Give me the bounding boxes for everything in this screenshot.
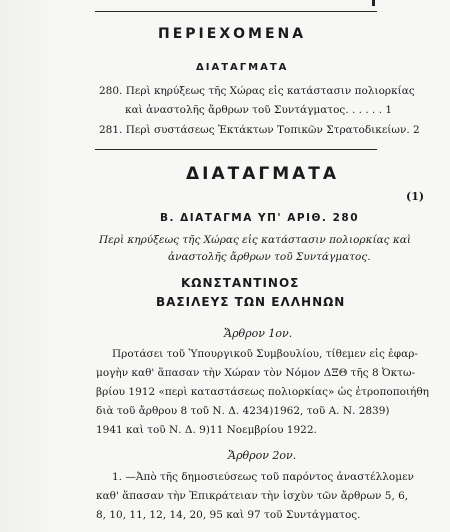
article-1-line: διὰ τοῦ ἄρθρου 8 τοῦ Ν. Δ. 4234)1962, τοῦ Α. Ν. 2839) [96, 405, 390, 417]
top-rule [95, 11, 377, 12]
decree-subject-line1: Περὶ κηρύξεως τῆς Χώρας εἰς κατάστασιν πολιορκίας καὶ [99, 234, 411, 246]
contents-title: ΠΕΡΙΕΧΟΜΕΝΑ [158, 26, 307, 42]
page-mark [372, 0, 375, 6]
page-margin-shade [0, 0, 62, 532]
footnote-marker: (1) [406, 190, 425, 203]
contents-entry-281: 281. Περὶ συστάσεως Ἐκτάκτων Τοπικῶν Στρατοδικείων. 2 [99, 124, 420, 136]
contents-subtitle: ΔΙΑΤΑΓΜΑΤΑ [196, 62, 289, 73]
article-2-line: 1. —Ἀπὸ τῆς δημοσιεύσεως τοῦ παρόντος ἀναστέλλομεν [112, 471, 414, 483]
article-1-line: βρίου 1912 «περὶ καταστάσεως πολιορκίας» ὡς ἐτροποποιήθη [96, 386, 429, 398]
article-2-label: Ἄρθρον 2ον. [228, 449, 297, 462]
article-1-label: Ἄρθρον 1ον. [224, 327, 293, 340]
main-heading: ΔΙΑΤΑΓΜΑΤΑ [186, 164, 340, 184]
decree-title: Β. ΔΙΑΤΑΓΜΑ ΥΠ' ΑΡΙΘ. 280 [160, 212, 359, 224]
middle-rule [95, 149, 377, 150]
article-1-line: μογὴν καθ' ἅπασαν τὴν Χώραν τὸν Νόμον ΔΞΘ τῆς 8 Ὀκτω- [96, 367, 416, 379]
article-1-line: Προτάσει τοῦ Ὑπουργικοῦ Συμβουλίου, τίθεμεν εἰς ἐφαρ- [112, 348, 418, 360]
contents-entry-280-line1: 280. Περὶ κηρύξεως τῆς Χώρας εἰς κατάστασιν πολιορκίας [99, 85, 415, 97]
article-2-line: καθ' ἅπασαν τὴν Ἐπικράτειαν τὴν ἰσχὺν τῶν ἄρθρων 5, 6, [96, 490, 409, 502]
article-1-line: 1941 καὶ τοῦ Ν. Δ. 9)11 Νοεμβρίου 1922. [96, 424, 317, 436]
article-2-line: 8, 10, 11, 12, 14, 20, 95 καὶ 97 τοῦ Συντάγματος. [96, 509, 361, 521]
contents-entry-280-line2: καὶ ἀναστολῆς ἄρθρων τοῦ Συντάγματος. . . . . . 1 [125, 104, 393, 116]
king-name: ΚΩΝΣΤΑΝΤΙΝΟΣ [181, 276, 300, 290]
decree-subject-line2: ἀναστολῆς ἄρθρων τοῦ Συντάγματος. [168, 251, 371, 263]
king-title: ΒΑΣΙΛΕΥΣ ΤΩΝ ΕΛΛΗΝΩΝ [156, 295, 346, 309]
